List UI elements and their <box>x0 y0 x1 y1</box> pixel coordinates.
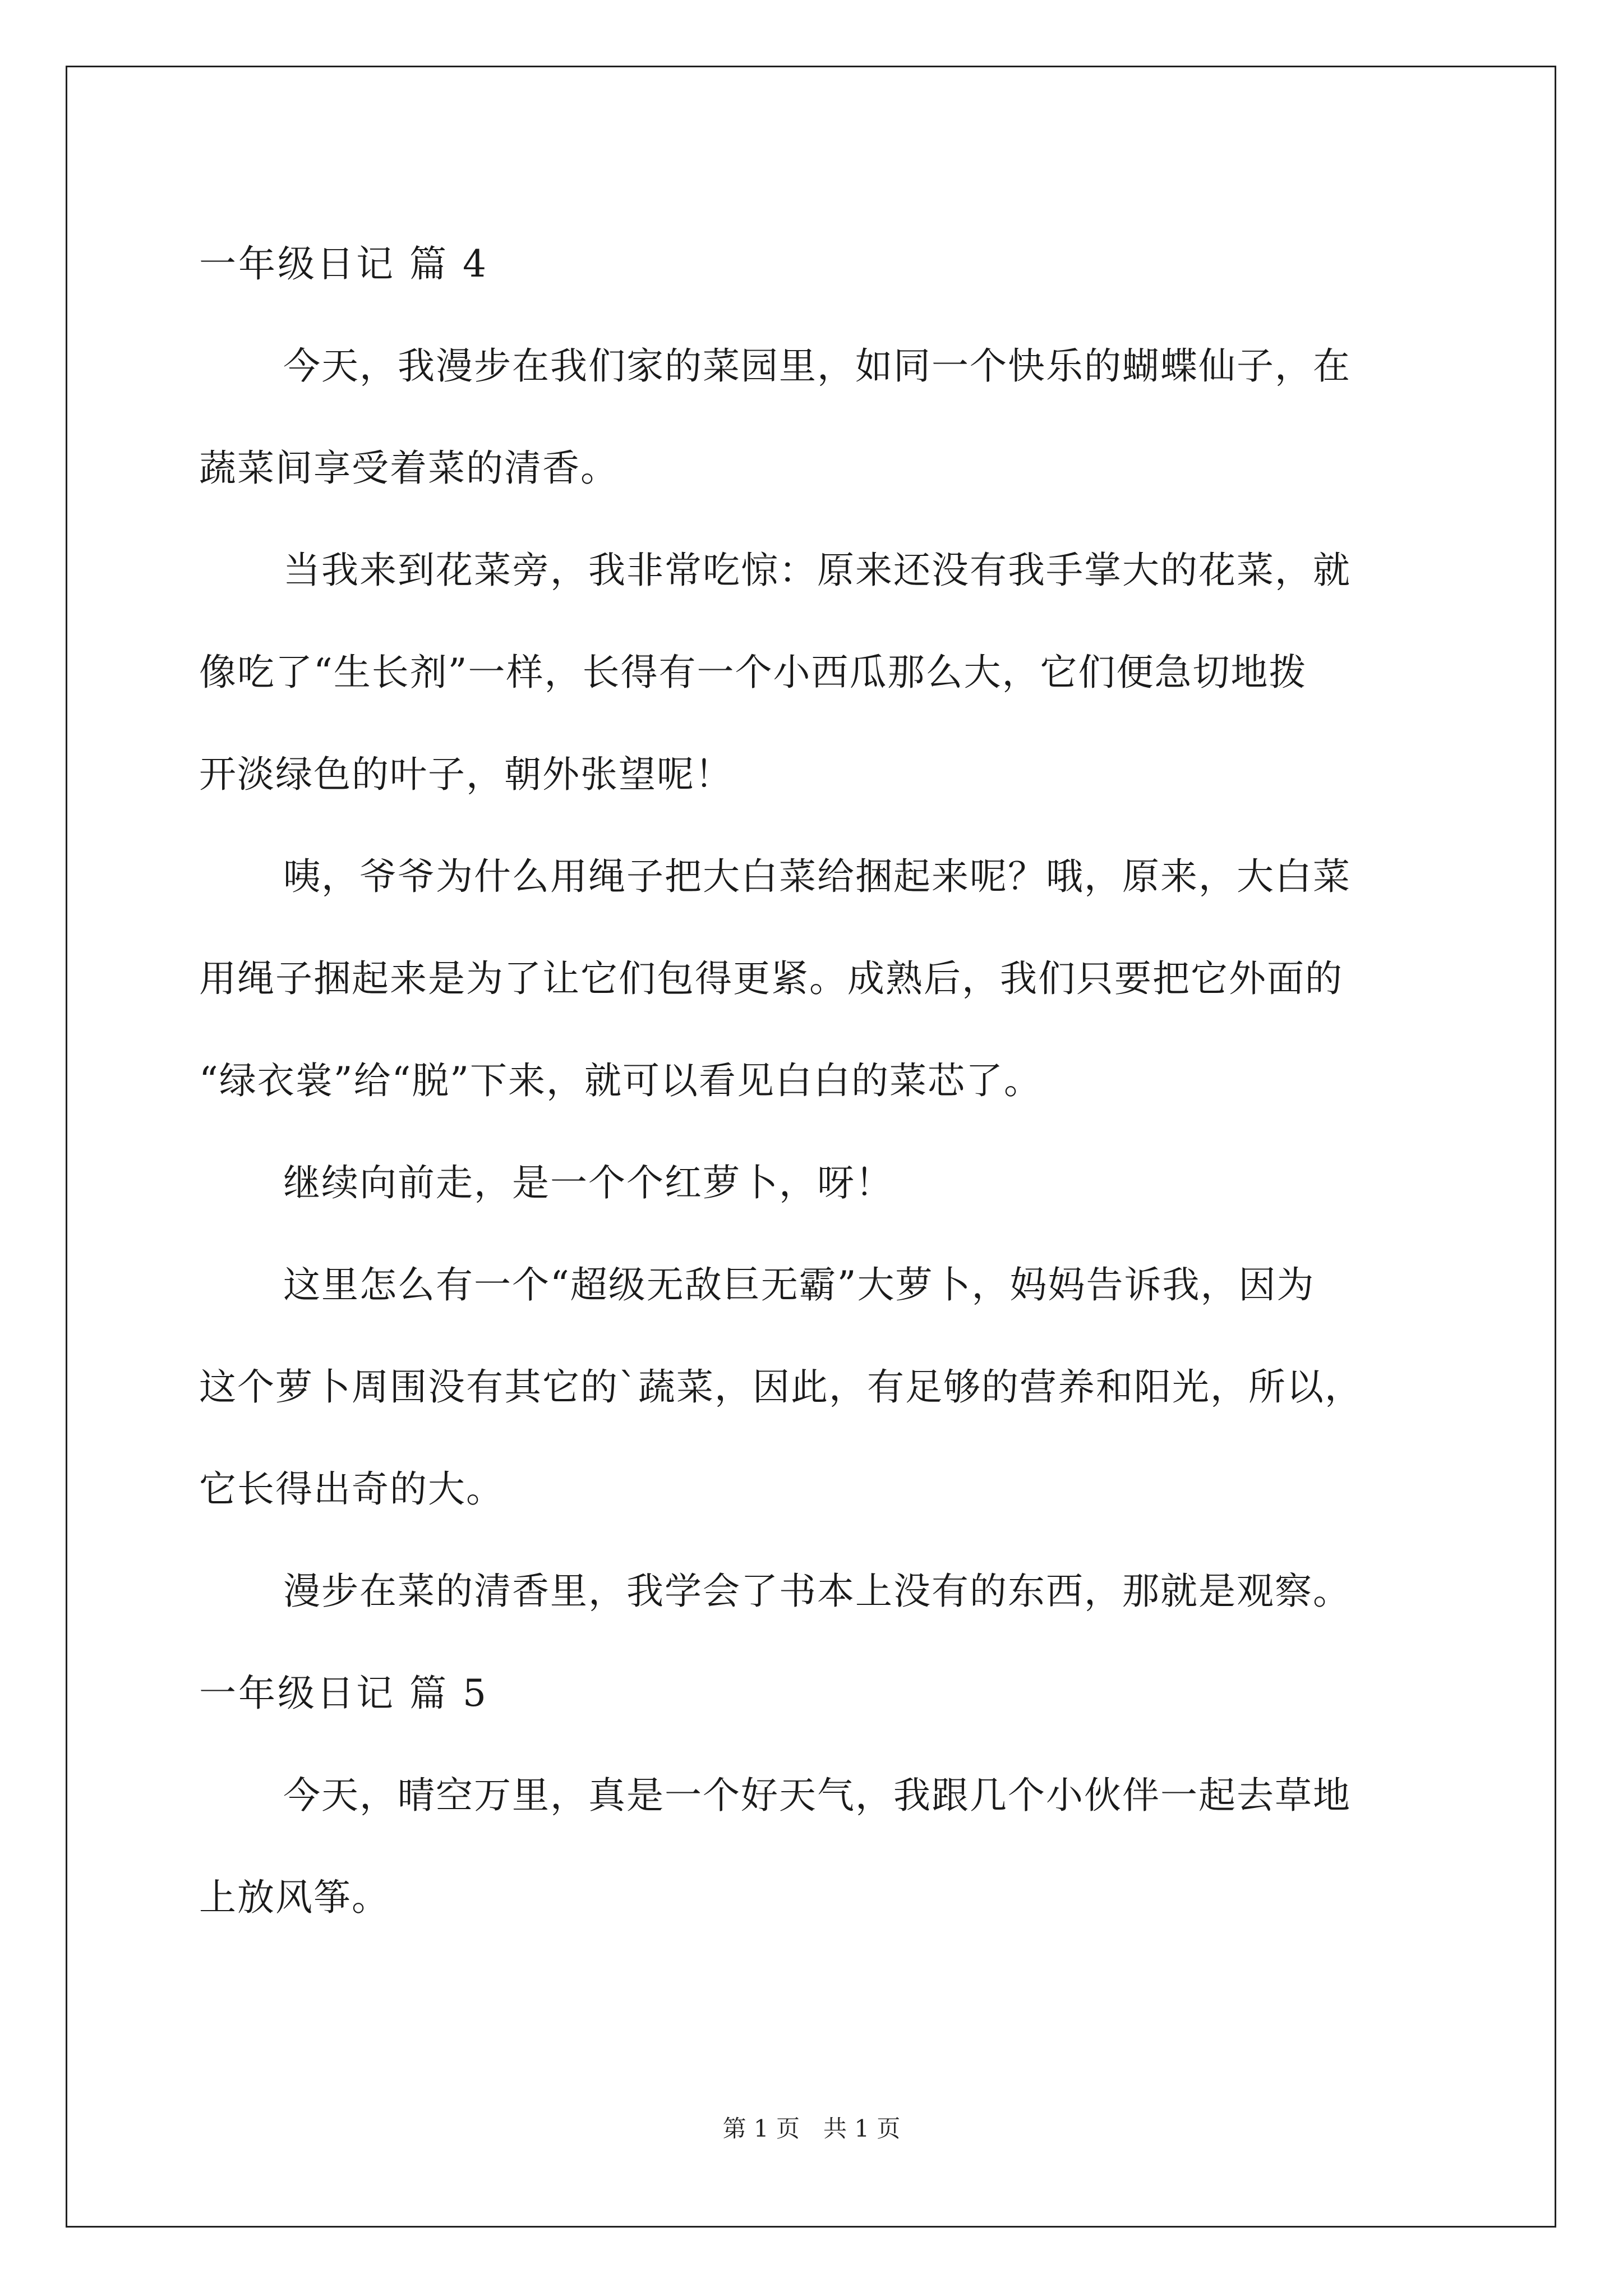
paragraph-line: 蔬菜间享受着菜的清香。 <box>199 447 619 490</box>
paragraph-line: 继续向前走，是一个个红萝卜，呀！ <box>283 1161 893 1204</box>
paragraph-line: 今天，晴空万里，真是一个好天气，我跟几个小伙伴一起去草地 <box>283 1774 1351 1817</box>
paragraph-line: 今天，我漫步在我们家的菜园里，如同一个快乐的蝴蝶仙子，在 <box>283 344 1351 388</box>
paragraph-line: 上放风筝。 <box>199 1876 390 1919</box>
paragraph-line: “绿衣裳”给“脱”下来，就可以看见白白的菜芯了。 <box>199 1059 1042 1102</box>
paragraph-line: 像吃了“生长剂”一样，长得有一个小西瓜那么大，它们便急切地拨 <box>199 651 1307 694</box>
document-body <box>199 213 1433 1949</box>
section-heading: 一年级日记 篇 5 <box>199 1672 488 1715</box>
paragraph-line: 它长得出奇的大。 <box>199 1467 504 1511</box>
paragraph-line: 开淡绿色的叶子，朝外张望呢！ <box>199 753 733 796</box>
paragraph-line: 当我来到花菜旁，我非常吃惊：原来还没有我手掌大的花菜，就 <box>283 549 1351 592</box>
page-number-footer: 第 1 页 共 1 页 <box>722 2115 901 2142</box>
section-heading: 一年级日记 篇 4 <box>199 242 488 286</box>
paragraph-line: 漫步在菜的清香里，我学会了书本上没有的东西，那就是观察。 <box>283 1570 1351 1613</box>
paragraph-line: 用绳子捆起来是为了让它们包得更紧。成熟后，我们只要把它外面的 <box>199 957 1343 1000</box>
paragraph-line: 咦，爷爷为什么用绳子把大白菜给捆起来呢？哦，原来，大白菜 <box>283 855 1351 898</box>
paragraph-line: 这里怎么有一个“超级无敌巨无霸”大萝卜，妈妈告诉我，因为 <box>283 1263 1315 1306</box>
paragraph-line: 这个萝卜周围没有其它的`蔬菜，因此，有足够的营养和阳光，所以， <box>199 1365 1363 1409</box>
